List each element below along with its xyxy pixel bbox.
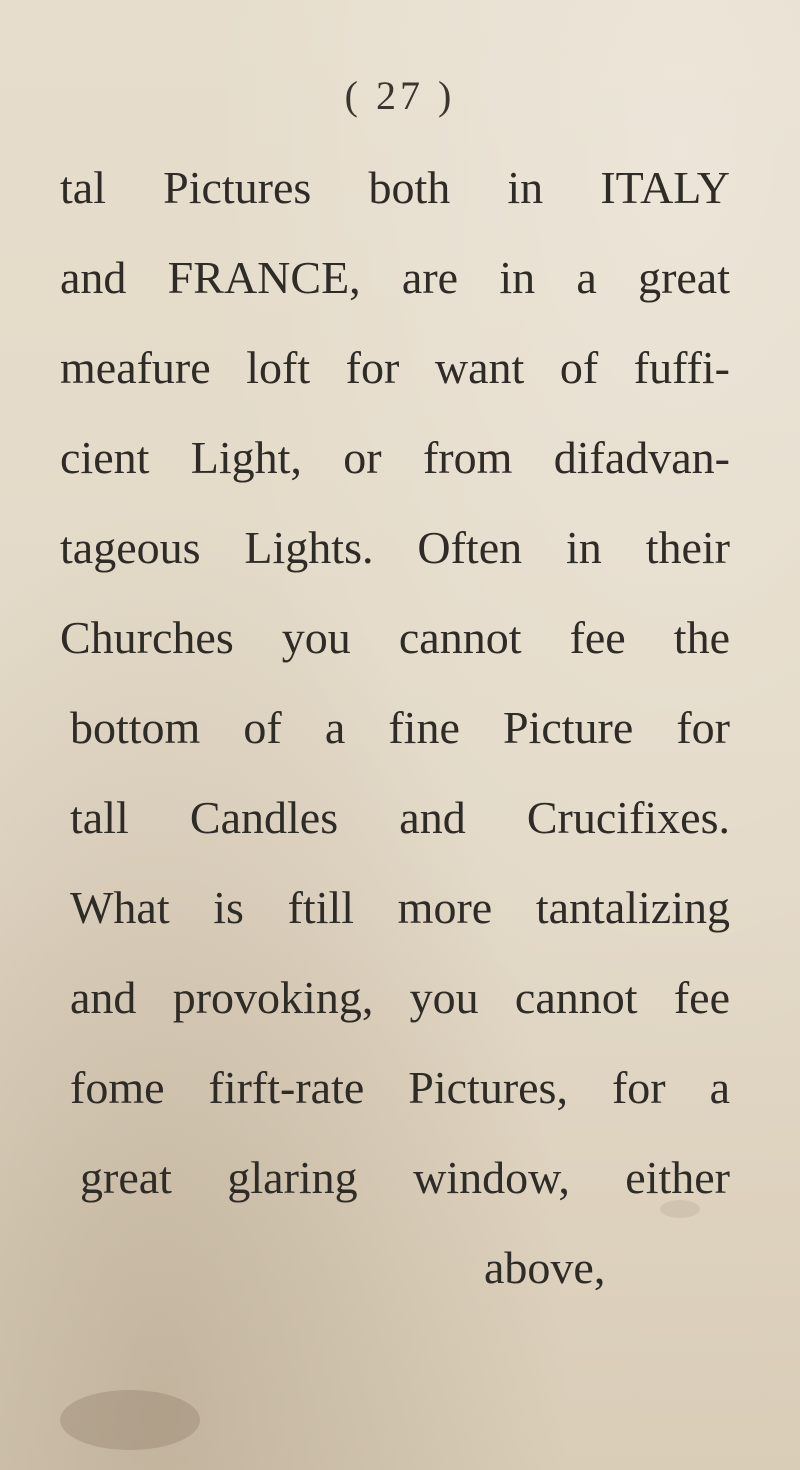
text-line: tageous Lights. Often in their: [60, 525, 730, 573]
text-line: and provoking, you cannot fee: [70, 975, 730, 1023]
page-number: ( 27 ): [344, 73, 456, 118]
text-line: great glaring window, either: [80, 1155, 730, 1203]
text-line: meafure loft for want of fuffi-: [60, 345, 730, 393]
text-line: fome firft-rate Pictures, for a: [70, 1065, 730, 1113]
text-line: What is ftill more tantalizing: [70, 885, 730, 933]
text-line: tall Candles and Crucifixes.: [70, 795, 730, 843]
text-line: bottom of a fine Picture for: [70, 705, 730, 753]
paper-stain: [60, 1390, 200, 1450]
text-line: Churches you cannot fee the: [60, 615, 730, 663]
catchword: above,: [484, 1242, 606, 1293]
text-line: tal Pictures both in ITALY: [60, 165, 730, 213]
text-line: cient Light, or from difadvan-: [60, 435, 730, 483]
text-line: and FRANCE, are in a great: [60, 255, 730, 303]
